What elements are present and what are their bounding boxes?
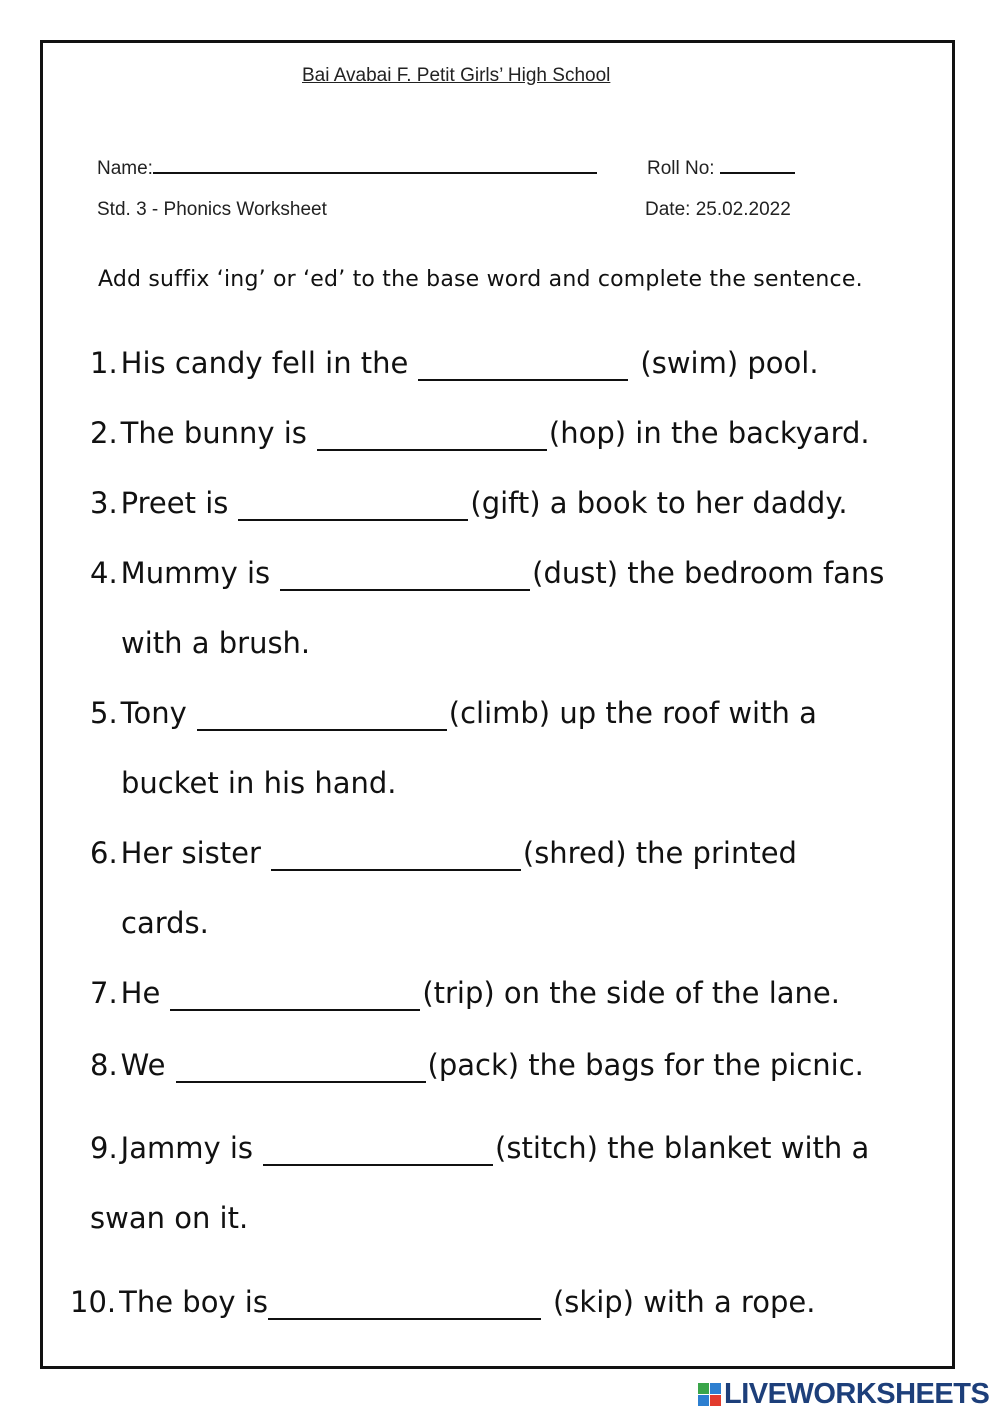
- question-text-before: Mummy is: [120, 556, 271, 590]
- question-text-before: The bunny is: [120, 416, 307, 450]
- subject-label: Std. 3 - Phonics Worksheet: [97, 199, 327, 220]
- question-6: [90, 836, 797, 871]
- answer-input[interactable]: [418, 353, 628, 381]
- answer-input[interactable]: [317, 423, 547, 451]
- answer-input[interactable]: [176, 1055, 426, 1083]
- question-number: 9.: [90, 1131, 118, 1165]
- question-continuation: cards.: [121, 906, 209, 940]
- question-text-after: (swim) pool.: [640, 346, 819, 380]
- school-title: Bai Avabai F. Petit Girls’ High School: [302, 65, 611, 86]
- question-number: 8.: [90, 1048, 118, 1082]
- question-number: 1.: [90, 346, 118, 380]
- answer-input[interactable]: [238, 493, 468, 521]
- question-text-after: (trip) on the side of the lane.: [422, 976, 840, 1010]
- question-number: 6.: [90, 836, 118, 870]
- roll-underline: [720, 154, 795, 174]
- question-number: 5.: [90, 696, 118, 730]
- question-3: [90, 486, 848, 521]
- answer-input[interactable]: [263, 1138, 493, 1166]
- question-1: [90, 346, 819, 381]
- question-text-before: His candy fell in the: [120, 346, 409, 380]
- question-number: 10.: [70, 1285, 117, 1319]
- question-5: [90, 696, 817, 731]
- logo-tiles-icon: [698, 1383, 721, 1406]
- question-number: 2.: [90, 416, 118, 450]
- question-number: 3.: [90, 486, 118, 520]
- question-text-before: The boy is: [119, 1285, 268, 1319]
- answer-input[interactable]: [170, 983, 420, 1011]
- question-text-after: (hop) in the backyard.: [548, 416, 870, 450]
- instruction: Add suffix ‘ing’ or ‘ed’ to the base word and complete the sentence.: [98, 267, 863, 292]
- question-text-before: Preet is: [120, 486, 229, 520]
- liveworksheets-logo: [698, 1378, 989, 1411]
- question-text-after: (dust) the bedroom fans: [532, 556, 885, 590]
- question-2: [90, 416, 870, 451]
- question-8: [90, 1048, 864, 1083]
- question-text-before: Her sister: [120, 836, 261, 870]
- date-label: Date: 25.02.2022: [645, 199, 791, 220]
- question-number: 4.: [90, 556, 118, 590]
- answer-input[interactable]: [280, 563, 530, 591]
- question-7: [90, 976, 840, 1011]
- question-text-after: (gift) a book to her daddy.: [470, 486, 848, 520]
- name-underline: [153, 154, 597, 174]
- name-label: Name:: [97, 158, 153, 179]
- answer-input[interactable]: [271, 843, 521, 871]
- question-10: [70, 1285, 815, 1320]
- question-text-after: (skip) with a rope.: [552, 1285, 816, 1319]
- question-number: 7.: [90, 976, 118, 1010]
- question-text-before: Tony: [120, 696, 187, 730]
- question-continuation: swan on it.: [90, 1201, 249, 1235]
- answer-input[interactable]: [268, 1292, 541, 1320]
- question-9: [90, 1131, 869, 1166]
- question-text-after: (stitch) the blanket with a: [495, 1131, 870, 1165]
- answer-input[interactable]: [197, 703, 447, 731]
- question-text-before: Jammy is: [120, 1131, 254, 1165]
- roll-label: Roll No:: [647, 158, 715, 179]
- question-text-after: (shred) the printed: [522, 836, 797, 870]
- question-continuation: with a brush.: [121, 626, 311, 660]
- question-4: [90, 556, 884, 591]
- logo-text: LIVEWORKSHEETS: [724, 1378, 990, 1410]
- question-text-after: (climb) up the roof with a: [448, 696, 817, 730]
- question-text-before: He: [120, 976, 161, 1010]
- roll-field: [647, 154, 795, 180]
- name-field: [97, 154, 597, 180]
- question-continuation: bucket in his hand.: [121, 766, 397, 800]
- question-text-after: (pack) the bags for the picnic.: [427, 1048, 864, 1082]
- question-text-before: We: [120, 1048, 166, 1082]
